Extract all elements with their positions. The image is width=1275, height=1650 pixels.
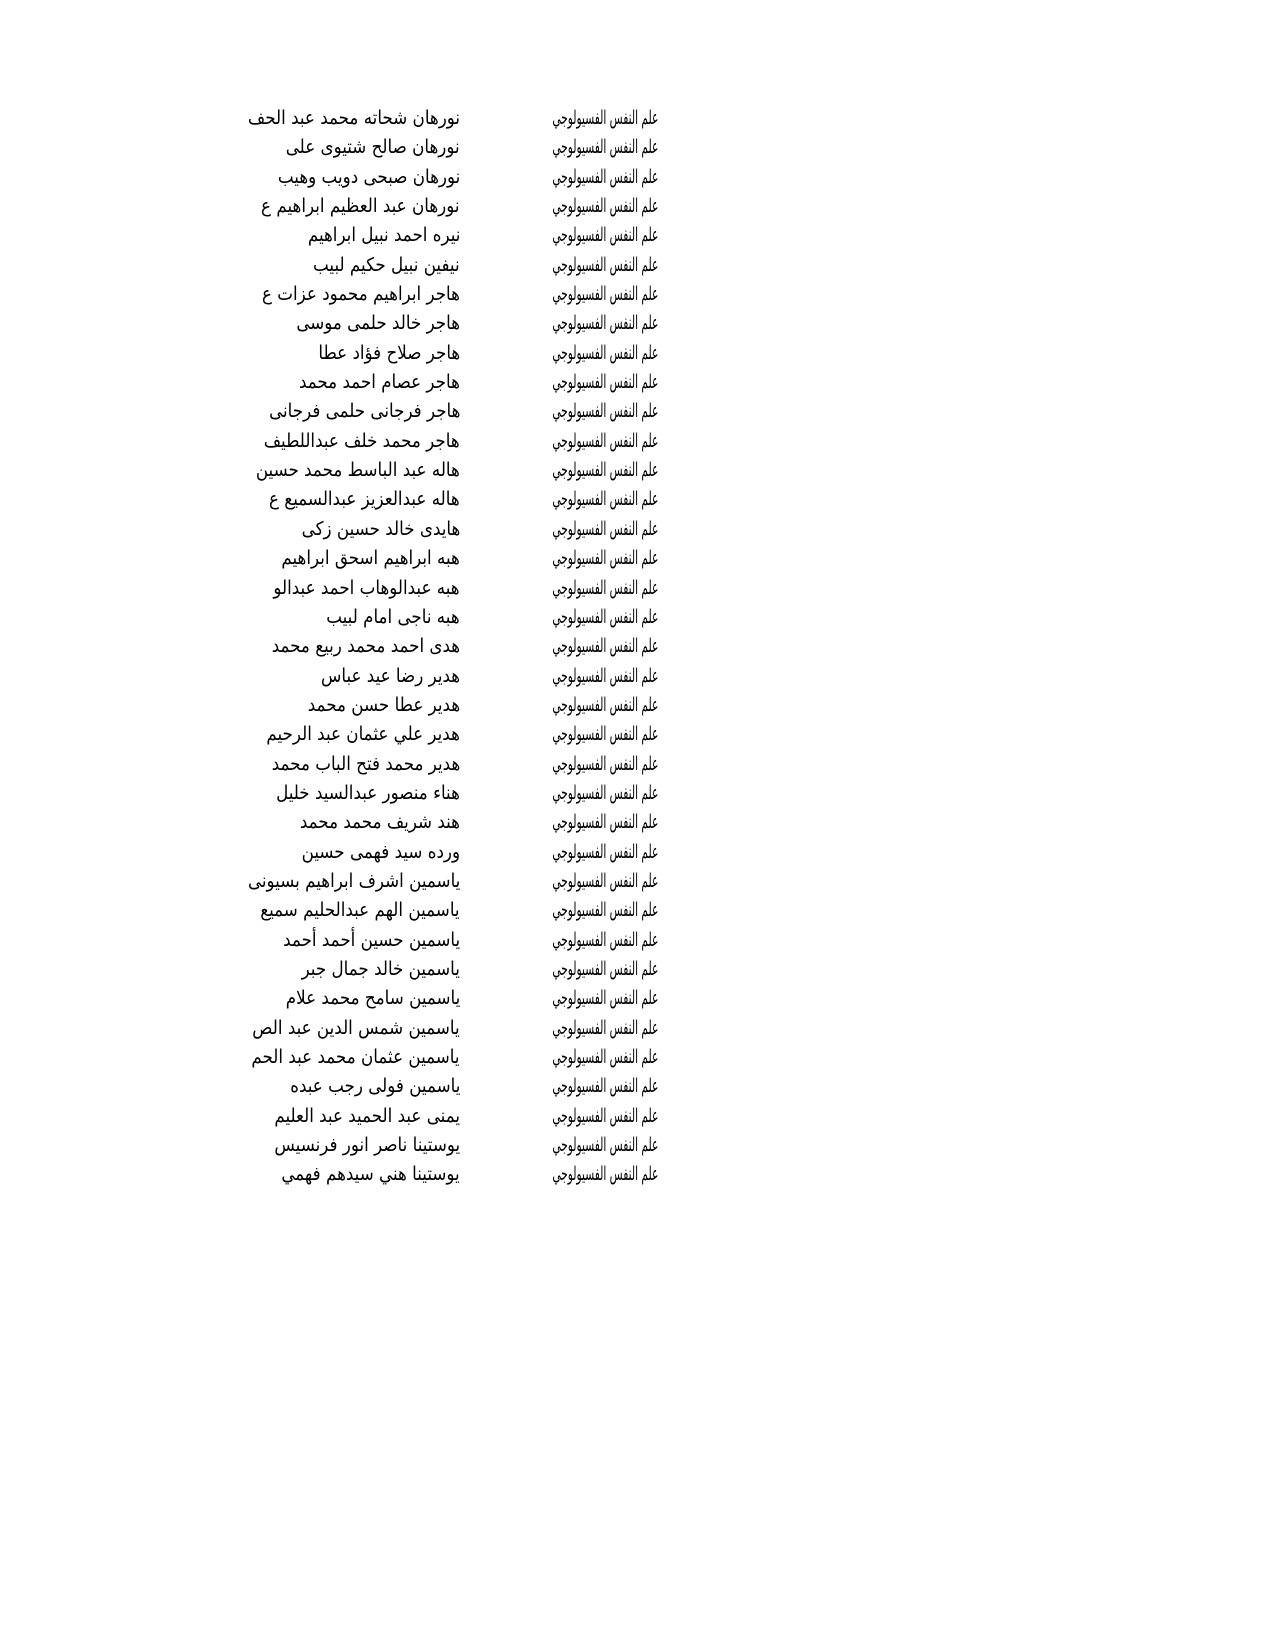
table-row <box>100 133 1275 162</box>
table-row <box>100 1072 1275 1101</box>
course-name-cell: علم النفس الفسيولوجي <box>551 693 658 716</box>
course-name-cell: علم النفس الفسيولوجي <box>551 576 658 599</box>
table-row <box>100 104 1275 133</box>
table-row <box>100 750 1275 779</box>
table-row <box>100 955 1275 984</box>
student-name-cell: هدى احمد محمد ربيع محمد <box>271 635 460 658</box>
table-row <box>100 603 1275 632</box>
table-row <box>100 779 1275 808</box>
course-name-cell: علم النفس الفسيولوجي <box>551 635 658 658</box>
course-name-cell: علم النفس الفسيولوجي <box>551 341 658 364</box>
student-name-cell: هناء منصور عبدالسيد خليل <box>276 781 460 804</box>
course-name-cell: علم النفس الفسيولوجي <box>551 957 658 980</box>
course-name-cell: علم النفس الفسيولوجي <box>551 869 658 892</box>
table-row <box>100 163 1275 192</box>
student-name-cell: هايدى خالد حسين زكى <box>301 517 460 540</box>
student-name-cell: هاجر ابراهيم محمود عزات ع <box>262 283 460 306</box>
table-row <box>100 926 1275 955</box>
course-name-cell: علم النفس الفسيولوجي <box>551 1163 658 1186</box>
table-row <box>100 838 1275 867</box>
table-row <box>100 632 1275 661</box>
course-name-cell: علم النفس الفسيولوجي <box>551 459 658 482</box>
student-name-cell: يوستينا هني سيدهم فهمي <box>281 1163 460 1186</box>
student-name-cell: ياسمين الهم عبدالحليم سميع <box>260 899 460 922</box>
table-row <box>100 867 1275 896</box>
student-name-cell: ياسمين سامح محمد علام <box>285 987 460 1010</box>
course-name-cell: علم النفس الفسيولوجي <box>551 371 658 394</box>
student-name-cell: هبه ابراهيم اسحق ابراهيم <box>281 547 460 570</box>
table-row <box>100 397 1275 426</box>
table-row <box>100 221 1275 250</box>
student-name-cell: هاجر محمد خلف عبداللطيف <box>264 429 460 452</box>
course-name-cell: علم النفس الفسيولوجي <box>551 283 658 306</box>
table-row <box>100 280 1275 309</box>
student-name-cell: يمنى عبد الحميد عبد العليم <box>274 1104 460 1127</box>
course-name-cell: علم النفس الفسيولوجي <box>551 312 658 335</box>
student-name-cell: نورهان صبحى دويب وهيب <box>277 165 460 188</box>
course-name-cell: علم النفس الفسيولوجي <box>551 547 658 570</box>
table-row <box>100 808 1275 837</box>
table-row <box>100 339 1275 368</box>
student-name-cell: ورده سيد فهمى حسين <box>301 840 460 863</box>
student-name-cell: هاجر صلاح فؤاد عطا <box>318 341 460 364</box>
student-name-cell: ياسمين عثمان محمد عبد الحم <box>251 1046 460 1068</box>
course-name-cell: علم النفس الفسيولوجي <box>551 517 658 540</box>
student-name-cell: نورهان عبد العظيم ابراهيم ع <box>261 195 460 218</box>
student-name-cell: ياسمين خالد جمال جبر <box>301 957 460 980</box>
student-name-cell: هاجر فرجانى حلمى فرجانى <box>268 400 460 423</box>
student-name-cell: هبه عبدالوهاب احمد عبدالو <box>273 576 460 599</box>
course-name-cell: علم النفس الفسيولوجي <box>551 107 658 129</box>
table-row <box>100 1131 1275 1160</box>
course-name-cell: علم النفس الفسيولوجي <box>551 195 658 218</box>
student-name-cell: يوستينا ناصر انور فرنسيس <box>274 1134 460 1157</box>
table-row <box>100 1014 1275 1043</box>
student-name-cell: هدير علي عثمان عبد الرحيم <box>266 723 460 746</box>
table-row <box>100 309 1275 338</box>
table-row <box>100 662 1275 691</box>
table-row <box>100 251 1275 280</box>
table-row <box>100 368 1275 397</box>
student-name-cell: هند شريف محمد محمد <box>299 811 460 834</box>
course-name-cell: علم النفس الفسيولوجي <box>551 605 658 628</box>
course-name-cell: علم النفس الفسيولوجي <box>551 1104 658 1127</box>
table-row <box>100 485 1275 514</box>
table-row <box>100 984 1275 1013</box>
student-name-cell: هبه ناجى امام لبيب <box>326 605 460 628</box>
course-name-cell: علم النفس الفسيولوجي <box>551 781 658 804</box>
student-name-cell: نورهان شحاته محمد عبد الحف <box>247 107 460 129</box>
table-row <box>100 544 1275 573</box>
table-row <box>100 427 1275 456</box>
course-name-cell: علم النفس الفسيولوجي <box>551 1075 658 1098</box>
course-name-cell: علم النفس الفسيولوجي <box>551 400 658 423</box>
table-row <box>100 1160 1275 1189</box>
table-row <box>100 1102 1275 1131</box>
student-name-cell: هدير عطا حسن محمد <box>307 693 460 716</box>
table-row <box>100 691 1275 720</box>
course-name-cell: علم النفس الفسيولوجي <box>551 136 658 159</box>
table-row <box>100 720 1275 749</box>
course-name-cell: علم النفس الفسيولوجي <box>551 987 658 1010</box>
student-name-cell: هاجر خالد حلمى موسى <box>296 312 460 335</box>
student-name-cell: هاله عبد الباسط محمد حسين <box>255 459 460 482</box>
table-row <box>100 1043 1275 1072</box>
course-name-cell: علم النفس الفسيولوجي <box>551 840 658 863</box>
course-name-cell: علم النفس الفسيولوجي <box>551 752 658 775</box>
table-row <box>100 515 1275 544</box>
course-name-cell: علم النفس الفسيولوجي <box>551 488 658 511</box>
student-name-cell: هدير رضا عيد عباس <box>320 664 460 687</box>
course-name-cell: علم النفس الفسيولوجي <box>551 723 658 746</box>
course-name-cell: علم النفس الفسيولوجي <box>551 429 658 452</box>
course-name-cell: علم النفس الفسيولوجي <box>551 664 658 687</box>
course-name-cell: علم النفس الفسيولوجي <box>551 253 658 276</box>
course-name-cell: علم النفس الفسيولوجي <box>551 1046 658 1068</box>
table-row <box>100 456 1275 485</box>
table-row <box>100 574 1275 603</box>
student-name-cell: ياسمين اشرف ابراهيم بسيونى <box>247 869 460 892</box>
course-name-cell: علم النفس الفسيولوجي <box>551 165 658 188</box>
student-name-cell: ياسمين فولى رجب عبده <box>289 1075 460 1098</box>
course-name-cell: علم النفس الفسيولوجي <box>551 811 658 834</box>
student-name-cell: ياسمين حسين أحمد أحمد <box>282 928 460 951</box>
course-name-cell: علم النفس الفسيولوجي <box>551 1016 658 1039</box>
student-name-cell: ياسمين شمس الدين عبد الص <box>252 1016 460 1039</box>
student-name-cell: هاله عبدالعزيز عبدالسميع ع <box>269 488 460 511</box>
student-name-cell: هاجر عصام احمد محمد <box>299 371 460 394</box>
course-name-cell: علم النفس الفسيولوجي <box>551 928 658 951</box>
student-name-cell: هدير محمد فتح الباب محمد <box>271 752 460 775</box>
table-row <box>100 192 1275 221</box>
table-row <box>100 896 1275 925</box>
course-name-cell: علم النفس الفسيولوجي <box>551 899 658 922</box>
student-name-cell: نيره احمد نبيل ابراهيم <box>307 224 460 247</box>
student-name-cell: نورهان صالح شتيوى على <box>286 136 460 159</box>
student-course-list <box>100 104 1275 1204</box>
student-name-cell: نيفين نبيل حكيم لبيب <box>313 253 460 276</box>
course-name-cell: علم النفس الفسيولوجي <box>551 1134 658 1157</box>
course-name-cell: علم النفس الفسيولوجي <box>551 224 658 247</box>
